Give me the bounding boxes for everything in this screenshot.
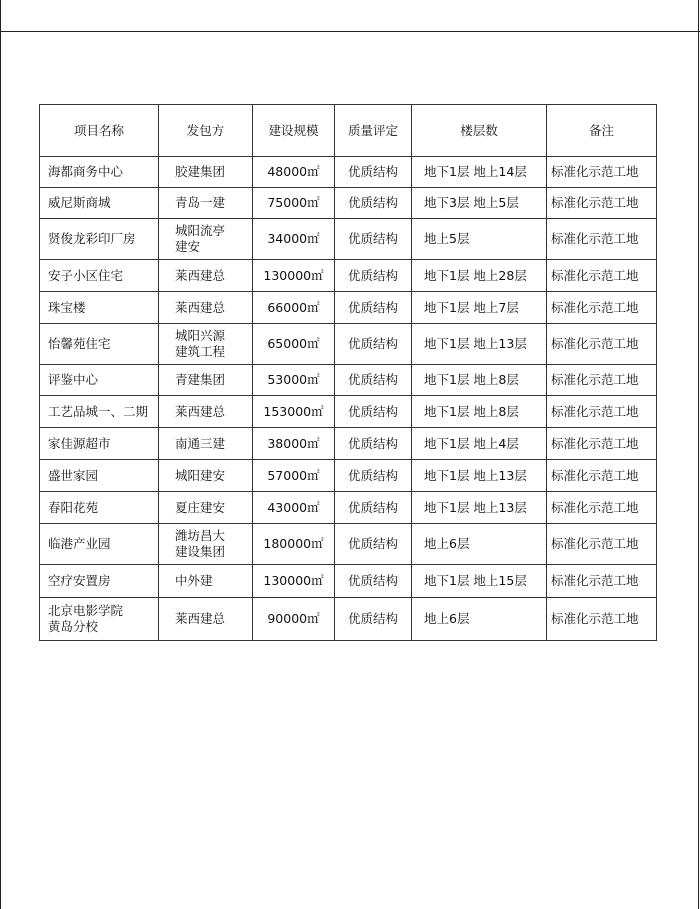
cell-scale: [253, 219, 335, 260]
cell-note: [547, 188, 657, 219]
cell-contractor-text: 莱西建总: [175, 611, 226, 626]
cell-name: [40, 428, 159, 460]
cell-name-text: 海都商务中心: [48, 164, 124, 179]
cell-floors-text: 地下1层 地上13层: [424, 499, 527, 515]
table-row: [40, 428, 657, 460]
cell-contractor: [159, 492, 253, 524]
cell-contractor-text: 潍坊昌大 建设集团: [175, 528, 226, 559]
cell-floors: [412, 324, 547, 365]
cell-quality: [335, 492, 412, 524]
header-floors: 楼层数: [412, 105, 547, 157]
cell-scale: [253, 396, 335, 428]
cell-note-text: 标准化示范工地: [551, 267, 639, 283]
cell-name: [40, 598, 159, 641]
cell-floors-text: 地下1层 地上28层: [424, 267, 527, 283]
cell-note-text: 标准化示范工地: [551, 611, 639, 626]
cell-floors-text: 地下1层 地上13层: [424, 336, 527, 351]
cell-floors: [412, 460, 547, 492]
cell-name-text: 工艺品城一、二期: [48, 403, 149, 419]
cell-name-text: 威尼斯商城: [48, 195, 111, 210]
cell-note: [547, 428, 657, 460]
cell-name-text: 家佳源超市: [48, 435, 111, 451]
cell-scale: [253, 188, 335, 219]
cell-contractor: [159, 365, 253, 396]
cell-quality: [335, 565, 412, 598]
cell-name-text: 安子小区住宅: [48, 267, 124, 283]
cell-note: [547, 492, 657, 524]
cell-quality-text: 优质结构: [347, 231, 398, 246]
cell-contractor-text: 夏庄建安: [175, 499, 226, 515]
cell-quality: [335, 428, 412, 460]
cell-quality-text: 优质结构: [347, 611, 398, 626]
cell-floors-text: 地下1层 地上4层: [424, 435, 519, 451]
cell-name-text: 空疗安置房: [48, 573, 111, 588]
table-body: [40, 157, 657, 641]
cell-contractor-text: 莱西建总: [175, 403, 226, 419]
cell-scale-text: 53000㎡: [267, 372, 320, 387]
cell-scale: [253, 565, 335, 598]
cell-floors: [412, 157, 547, 188]
table-row: [40, 157, 657, 188]
cell-name: [40, 157, 159, 188]
cell-quality: [335, 460, 412, 492]
header-contractor: 发包方: [159, 105, 253, 157]
cell-scale-text: 130000㎡: [263, 573, 324, 588]
cell-floors: [412, 365, 547, 396]
cell-name-text: 贤俊龙彩印厂房: [48, 231, 136, 246]
cell-contractor: [159, 292, 253, 324]
cell-scale: [253, 524, 335, 565]
cell-quality-text: 优质结构: [347, 372, 398, 387]
cell-quality: [335, 598, 412, 641]
cell-note-text: 标准化示范工地: [551, 573, 639, 588]
header-scale: 建设规模: [253, 105, 335, 157]
cell-scale-text: 43000㎡: [267, 499, 320, 515]
cell-name: [40, 524, 159, 565]
cell-contractor: [159, 524, 253, 565]
cell-note: [547, 157, 657, 188]
cell-quality-text: 优质结构: [347, 403, 398, 419]
cell-name-text: 临港产业园: [48, 536, 111, 551]
cell-floors-text: 地上5层: [424, 231, 470, 246]
projects-table: [39, 104, 657, 641]
cell-floors: [412, 219, 547, 260]
cell-note: [547, 365, 657, 396]
cell-quality-text: 优质结构: [347, 267, 398, 283]
cell-quality-text: 优质结构: [347, 435, 398, 451]
cell-name: [40, 365, 159, 396]
cell-floors: [412, 598, 547, 641]
cell-quality-text: 优质结构: [347, 573, 398, 588]
cell-note: [547, 260, 657, 292]
cell-contractor: [159, 565, 253, 598]
cell-quality: [335, 260, 412, 292]
cell-note: [547, 292, 657, 324]
cell-contractor-text: 南通三建: [175, 435, 226, 451]
cell-quality: [335, 157, 412, 188]
header-row: [40, 105, 657, 157]
cell-name-text: 盛世家园: [48, 467, 99, 483]
cell-quality: [335, 365, 412, 396]
cell-scale-text: 48000㎡: [267, 164, 320, 179]
header-note: 备注: [547, 105, 657, 157]
cell-floors-text: 地下1层 地上14层: [424, 164, 527, 179]
cell-name: [40, 324, 159, 365]
cell-note: [547, 598, 657, 641]
cell-contractor: [159, 428, 253, 460]
cell-floors: [412, 565, 547, 598]
cell-floors-text: 地下1层 地上8层: [424, 403, 519, 419]
cell-contractor: [159, 157, 253, 188]
cell-contractor: [159, 324, 253, 365]
cell-floors-text: 地下3层 地上5层: [424, 195, 519, 210]
cell-contractor-text: 城阳建安: [175, 467, 226, 483]
cell-floors: [412, 524, 547, 565]
cell-scale: [253, 365, 335, 396]
cell-scale-text: 34000㎡: [267, 231, 320, 246]
cell-contractor: [159, 188, 253, 219]
cell-name-text: 春阳花苑: [48, 499, 99, 515]
cell-note: [547, 396, 657, 428]
table-row: [40, 565, 657, 598]
cell-name: [40, 188, 159, 219]
cell-scale-text: 130000㎡: [263, 267, 324, 283]
table-row: [40, 492, 657, 524]
cell-floors-text: 地上6层: [424, 536, 470, 551]
cell-contractor-text: 莱西建总: [175, 299, 226, 315]
table-row: [40, 524, 657, 565]
cell-note-text: 标准化示范工地: [551, 195, 639, 210]
cell-note-text: 标准化示范工地: [551, 231, 639, 246]
cell-scale-text: 65000㎡: [267, 336, 320, 351]
cell-floors: [412, 260, 547, 292]
cell-contractor: [159, 396, 253, 428]
table-row: [40, 260, 657, 292]
cell-quality: [335, 524, 412, 565]
cell-scale: [253, 292, 335, 324]
cell-floors: [412, 428, 547, 460]
cell-contractor-text: 城阳兴源 建筑工程: [175, 328, 226, 359]
cell-contractor: [159, 598, 253, 641]
cell-quality: [335, 292, 412, 324]
cell-name-text: 怡馨苑住宅: [48, 336, 111, 351]
cell-note-text: 标准化示范工地: [551, 336, 639, 351]
cell-floors-text: 地下1层 地上7层: [424, 299, 519, 315]
cell-name: [40, 260, 159, 292]
cell-floors: [412, 492, 547, 524]
cell-note-text: 标准化示范工地: [551, 536, 639, 551]
cell-scale: [253, 428, 335, 460]
cell-floors: [412, 396, 547, 428]
cell-contractor-text: 莱西建总: [175, 267, 226, 283]
cell-scale-text: 75000㎡: [267, 195, 320, 210]
header-quality: 质量评定: [335, 105, 412, 157]
cell-note-text: 标准化示范工地: [551, 372, 639, 387]
cell-note-text: 标准化示范工地: [551, 467, 639, 483]
table-row: [40, 219, 657, 260]
cell-note-text: 标准化示范工地: [551, 299, 639, 315]
cell-name: [40, 460, 159, 492]
cell-note: [547, 219, 657, 260]
table-row: [40, 365, 657, 396]
cell-floors-text: 地上6层: [424, 611, 470, 626]
cell-scale-text: 90000㎡: [267, 611, 320, 626]
table-row: [40, 188, 657, 219]
cell-quality-text: 优质结构: [347, 499, 398, 515]
cell-quality: [335, 324, 412, 365]
cell-contractor: [159, 219, 253, 260]
cell-scale-text: 180000㎡: [263, 536, 324, 551]
cell-contractor-text: 中外建: [175, 573, 213, 588]
cell-contractor-text: 胶建集团: [175, 164, 226, 179]
cell-quality-text: 优质结构: [347, 336, 398, 351]
cell-scale-text: 57000㎡: [267, 467, 320, 483]
cell-contractor-text: 城阳流亭 建安: [175, 223, 226, 254]
cell-scale: [253, 460, 335, 492]
top-rule: [0, 31, 700, 32]
table-row: [40, 460, 657, 492]
cell-name-text: 评鉴中心: [48, 372, 99, 387]
table-row: [40, 292, 657, 324]
cell-scale: [253, 157, 335, 188]
table-row: [40, 598, 657, 641]
cell-name: [40, 396, 159, 428]
cell-note-text: 标准化示范工地: [551, 499, 639, 515]
cell-floors: [412, 188, 547, 219]
cell-scale-text: 38000㎡: [267, 435, 320, 451]
cell-contractor: [159, 260, 253, 292]
cell-contractor-text: 青建集团: [175, 372, 226, 387]
cell-quality: [335, 219, 412, 260]
cell-quality-text: 优质结构: [347, 195, 398, 210]
cell-contractor: [159, 460, 253, 492]
cell-scale: [253, 492, 335, 524]
cell-quality: [335, 188, 412, 219]
cell-floors-text: 地下1层 地上13层: [424, 467, 527, 483]
table-row: [40, 396, 657, 428]
cell-note: [547, 524, 657, 565]
cell-note: [547, 565, 657, 598]
cell-name-text: 北京电影学院 黄岛分校: [48, 603, 124, 634]
table-row: [40, 324, 657, 365]
header-name: 项目名称: [40, 105, 159, 157]
cell-name: [40, 565, 159, 598]
cell-scale-text: 153000㎡: [263, 403, 324, 419]
cell-quality-text: 优质结构: [347, 536, 398, 551]
cell-quality-text: 优质结构: [347, 467, 398, 483]
cell-note-text: 标准化示范工地: [551, 403, 639, 419]
cell-floors-text: 地下1层 地上15层: [424, 573, 527, 588]
cell-note-text: 标准化示范工地: [551, 435, 639, 451]
cell-name: [40, 292, 159, 324]
cell-name-text: 珠宝楼: [48, 299, 86, 315]
cell-quality: [335, 396, 412, 428]
cell-scale-text: 66000㎡: [267, 299, 320, 315]
cell-scale: [253, 260, 335, 292]
cell-note-text: 标准化示范工地: [551, 164, 639, 179]
cell-floors: [412, 292, 547, 324]
cell-scale: [253, 598, 335, 641]
cell-note: [547, 324, 657, 365]
cell-note: [547, 460, 657, 492]
cell-contractor-text: 青岛一建: [175, 195, 226, 210]
cell-name: [40, 492, 159, 524]
cell-scale: [253, 324, 335, 365]
cell-floors-text: 地下1层 地上8层: [424, 372, 519, 387]
cell-quality-text: 优质结构: [347, 299, 398, 315]
cell-quality-text: 优质结构: [347, 164, 398, 179]
cell-name: [40, 219, 159, 260]
